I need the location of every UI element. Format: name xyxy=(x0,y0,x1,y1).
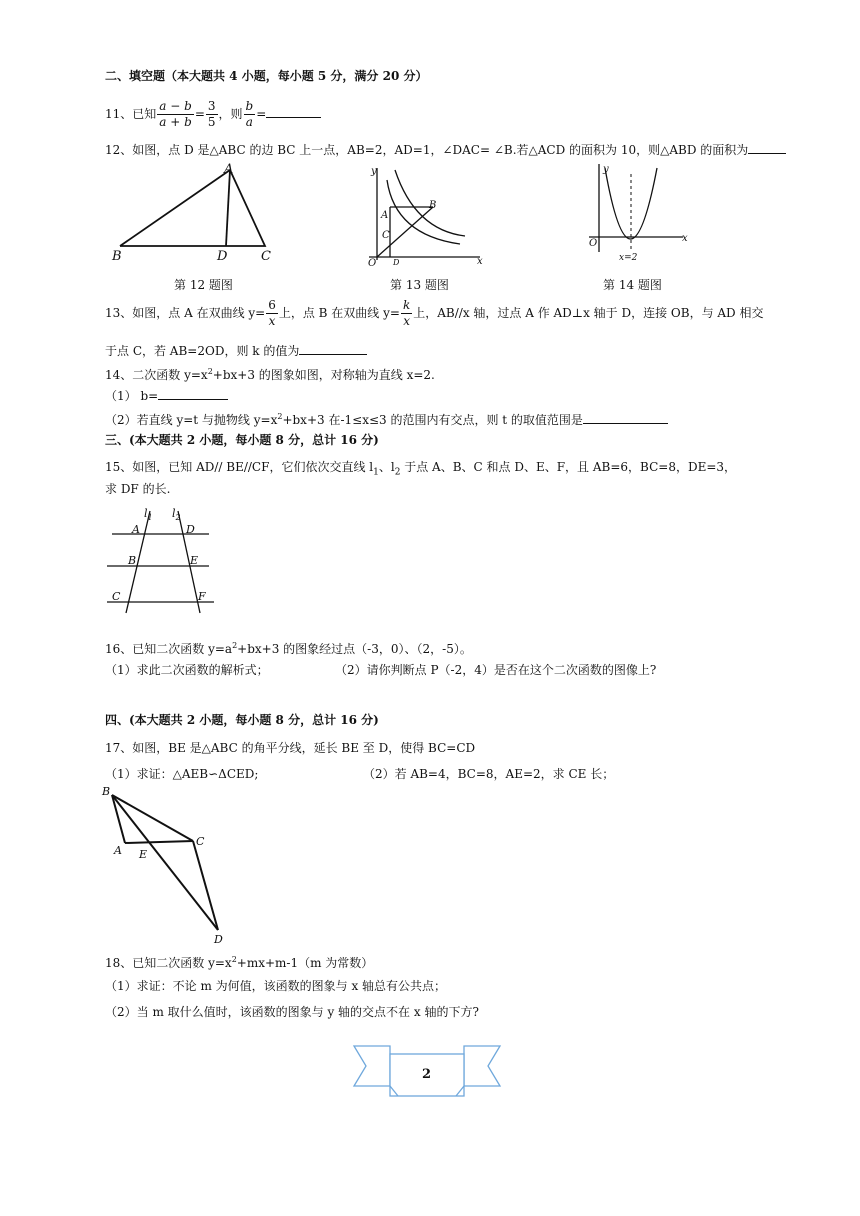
answer-blank xyxy=(158,387,228,400)
question-17: 17、如图，BE 是△ABC 的角平分线，延长 BE 至 D，使得 BC=CD xyxy=(105,741,476,755)
label-F: F xyxy=(198,590,206,603)
answer-blank xyxy=(583,411,668,424)
question-11: 11、已知 $\frac{a - b}{a + b}$ = $\frac{3}{5}$ ，则 $\frac{b}{a}$ = xyxy=(105,99,321,130)
question-18-part-2: （2）当 m 取什么值时，该函数的图象与 y 轴的交点不在 x 轴的下方? xyxy=(105,1005,479,1019)
question-16-part-2: （2）请你判断点 P（-2，4）是否在这个二次函数的图像上? xyxy=(335,663,657,677)
label-D: D xyxy=(393,258,400,267)
label-C: C xyxy=(382,230,390,241)
label-O: O xyxy=(368,258,377,269)
label-x-equals-2: x=2 xyxy=(619,253,638,263)
label-B: B xyxy=(102,785,111,798)
label-B: B xyxy=(429,200,437,211)
label-x: x xyxy=(682,233,688,244)
triangle-abc xyxy=(120,170,265,246)
question-17-part-2: （2）若 AB=4，BC=8，AE=2，求 CE 长； xyxy=(363,767,615,781)
label-l1: $l_1$ xyxy=(144,507,153,522)
segment-ad xyxy=(226,170,230,246)
section-4-heading: 四、(本大题共 2 小题，每小题 8 分，总计 16 分) xyxy=(105,713,379,727)
label-O: O xyxy=(589,238,598,249)
label-A: A xyxy=(381,210,389,221)
label-D: D xyxy=(214,933,223,946)
page-number: 2 xyxy=(422,1067,432,1082)
section-2-heading: 二、填空题（本大题共 4 小题，每小题 5 分，满分 20 分） xyxy=(105,69,428,83)
ribbon-right-tail xyxy=(464,1046,500,1086)
label-A: A xyxy=(224,162,234,177)
figure-12-caption: 第 12 题图 xyxy=(174,278,233,292)
section-3-heading: 三、(本大题共 2 小题，每小题 8 分，总计 16 分) xyxy=(105,433,379,447)
question-16-parts: （1）求此二次函数的解析式； xyxy=(105,663,269,677)
label-C: C xyxy=(261,249,271,264)
figure-17 xyxy=(100,785,225,945)
label-D: D xyxy=(217,249,228,264)
label-A: A xyxy=(132,523,140,536)
question-15-line-1: 15、如图，已知 AD// BE//CF，它们依次交直线 $l_1$、$l_2$ 于点 A、B、C 和点 D、E、F，且 AB=6，BC=8，DE=3， xyxy=(105,460,737,478)
label-D: D xyxy=(186,523,195,536)
question-15-line-2: 求 DF 的长. xyxy=(105,482,171,496)
label-E: E xyxy=(139,848,148,861)
segment-bc xyxy=(112,795,193,841)
question-14-part-1: （1） b= xyxy=(105,387,228,404)
figure-14-caption: 第 14 题图 xyxy=(603,278,662,292)
figure-13 xyxy=(365,160,490,270)
segment-cd xyxy=(193,841,218,930)
label-B: B xyxy=(128,554,137,567)
label-y: y xyxy=(603,164,609,175)
question-12: 12、如图，点 D 是△ABC 的边 BC 上一点，AB=2，AD=1，∠DAC= ∠B.若△ACD 的面积为 10，则△ABD 的面积为 xyxy=(105,141,786,158)
label-C: C xyxy=(196,835,205,848)
answer-blank xyxy=(299,342,367,355)
label-l2: $l_2$ xyxy=(172,507,181,522)
question-16: 16、已知二次函数 $y=a^2+bx+3$ 的图象经过点（-3，0）、（2，-5）。 xyxy=(105,641,472,656)
answer-blank xyxy=(266,105,321,118)
question-17-part-1: （1）求证：△AEB∽ΔCED; xyxy=(105,767,259,781)
label-E: E xyxy=(190,554,199,567)
question-13-line-2: 于点 C，若 AB=2OD，则 k 的值为 xyxy=(105,342,367,359)
fraction-a-b: $\frac{a - b}{a + b}$ xyxy=(159,99,192,129)
label-x: x xyxy=(477,256,483,267)
label-A: A xyxy=(114,844,122,857)
question-18-part-1: （1）求证：不论 m 为何值，该函数的图象与 x 轴总有公共点； xyxy=(105,979,447,993)
question-14: 14、二次函数 $y=x^2+bx+3$ 的图象如图，对称轴为直线 x=2. xyxy=(105,367,435,382)
label-C: C xyxy=(112,590,121,603)
segment-bd xyxy=(112,795,218,930)
question-18: 18、已知二次函数 $y=x^2+mx+m-1(m$ 为常数） xyxy=(105,955,374,970)
curve-6-over-x xyxy=(387,180,460,244)
figure-13-caption: 第 13 题图 xyxy=(390,278,449,292)
figure-15 xyxy=(104,507,219,617)
figure-12 xyxy=(110,160,280,270)
ribbon-left-tail xyxy=(354,1046,390,1086)
answer-blank xyxy=(748,141,786,154)
question-14-part-2: （2）若直线 y=t 与抛物线 $y=x^2+bx+3$ 在-1≤x≤3 的范围内有交点，则 t 的取值范围是 xyxy=(105,409,668,428)
fraction-b-a: $\frac{b}{a}$ xyxy=(245,99,254,129)
label-B: B xyxy=(112,249,122,264)
segment-ac xyxy=(125,841,193,843)
figure-14 xyxy=(585,160,695,263)
question-13-line-1: 13、如图，点 A 在双曲线 y= $\frac{6}{x}$ 上，点 B 在双曲线 y= $\frac{k}{x}$ 上，AB//x 轴，过点 A 作 AD⊥x 轴于 D，连接 OB，与 AD 相交 xyxy=(105,298,764,328)
fraction-3-5: $\frac{3}{5}$ xyxy=(207,99,216,129)
label-y: y xyxy=(371,166,377,177)
